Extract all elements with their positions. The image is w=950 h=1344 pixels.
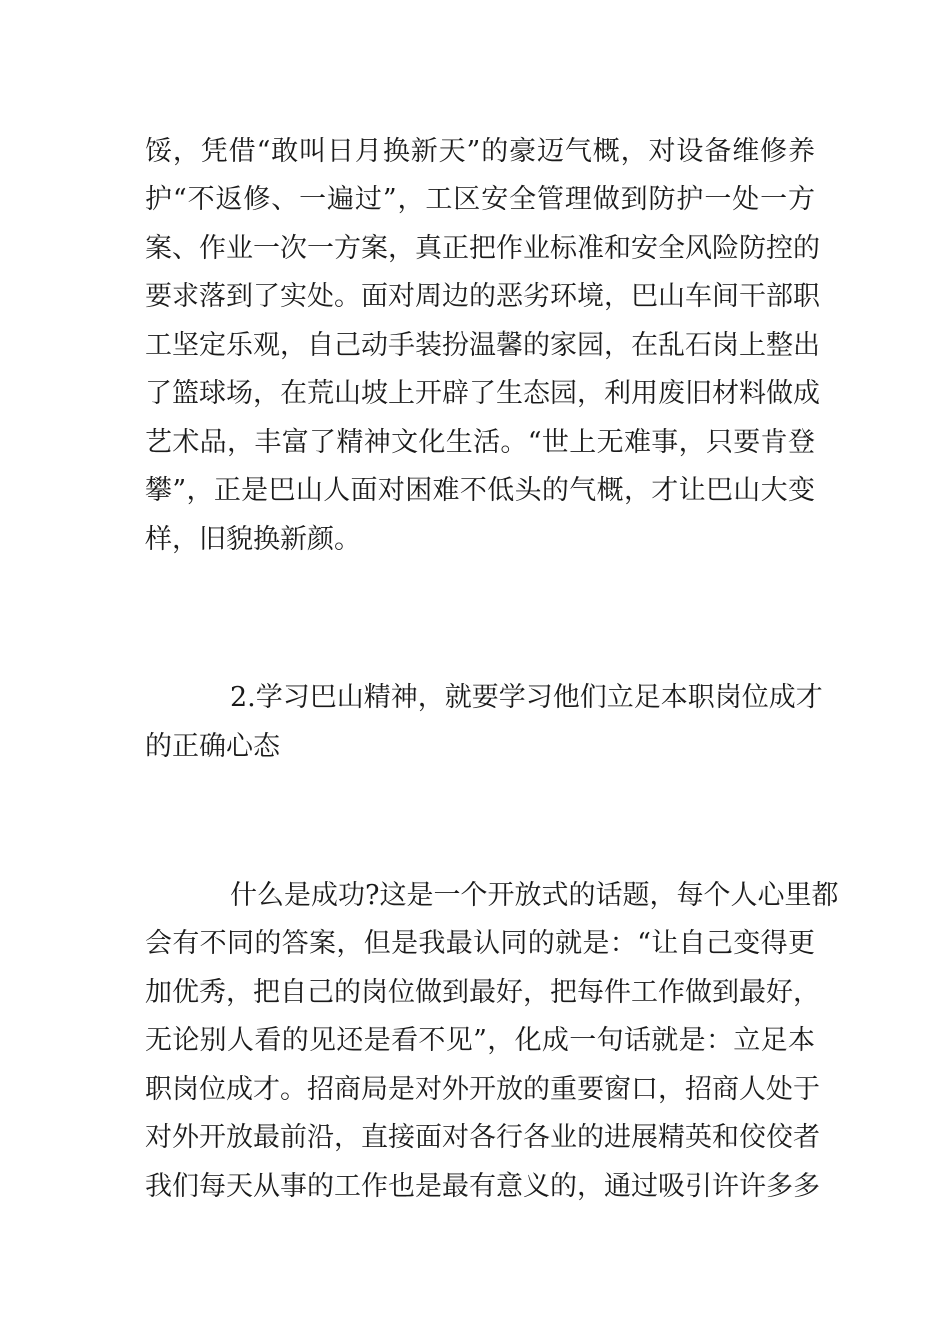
paragraph-line: 馁，凭借“敢叫日月换新天”的豪迈气概，对设备维修养 (145, 136, 815, 167)
paragraph-line: 对外开放最前沿，直接面对各行各业的进展精英和佼佼者 (145, 1122, 820, 1153)
heading-line: 2.学习巴山精神，就要学习他们立足本职岗位成才 (230, 682, 823, 713)
paragraph-line: 职岗位成才。招商局是对外开放的重要窗口，招商人处于 (145, 1074, 820, 1105)
paragraph-line: 护“不返修、一遍过”，工区安全管理做到防护一处一方 (145, 184, 815, 215)
paragraph-line: 了篮球场，在荒山坡上开辟了生态园，利用废旧材料做成 (145, 378, 820, 409)
paragraph-line: 样，旧貌换新颜。 (145, 524, 361, 555)
heading-line: 的正确心态 (145, 731, 280, 762)
paragraph-line: 加优秀，把自己的岗位做到最好，把每件工作做到最好， (145, 977, 820, 1008)
paragraph-line: 会有不同的答案，但是我最认同的就是：“让自己变得更 (145, 928, 815, 959)
paragraph-line: 艺术品，丰富了精神文化生活。“世上无难事，只要肯登 (145, 427, 815, 458)
paragraph-line: 无论别人看的见还是看不见”，化成一句话就是：立足本 (145, 1025, 815, 1056)
paragraph-line: 案、作业一次一方案，真正把作业标准和安全风险防控的 (145, 233, 820, 264)
paragraph-line: 工坚定乐观，自己动手装扮温馨的家园，在乱石岗上整出 (145, 330, 820, 361)
paragraph-line: 我们每天从事的工作也是最有意义的，通过吸引许许多多 (145, 1171, 820, 1202)
paragraph-line: 攀”，正是巴山人面对困难不低头的气概，才让巴山大变 (145, 475, 815, 506)
paragraph-line: 要求落到了实处。面对周边的恶劣环境，巴山车间干部职 (145, 281, 820, 312)
paragraph-line: 什么是成功?这是一个开放式的话题，每个人心里都 (230, 880, 839, 911)
